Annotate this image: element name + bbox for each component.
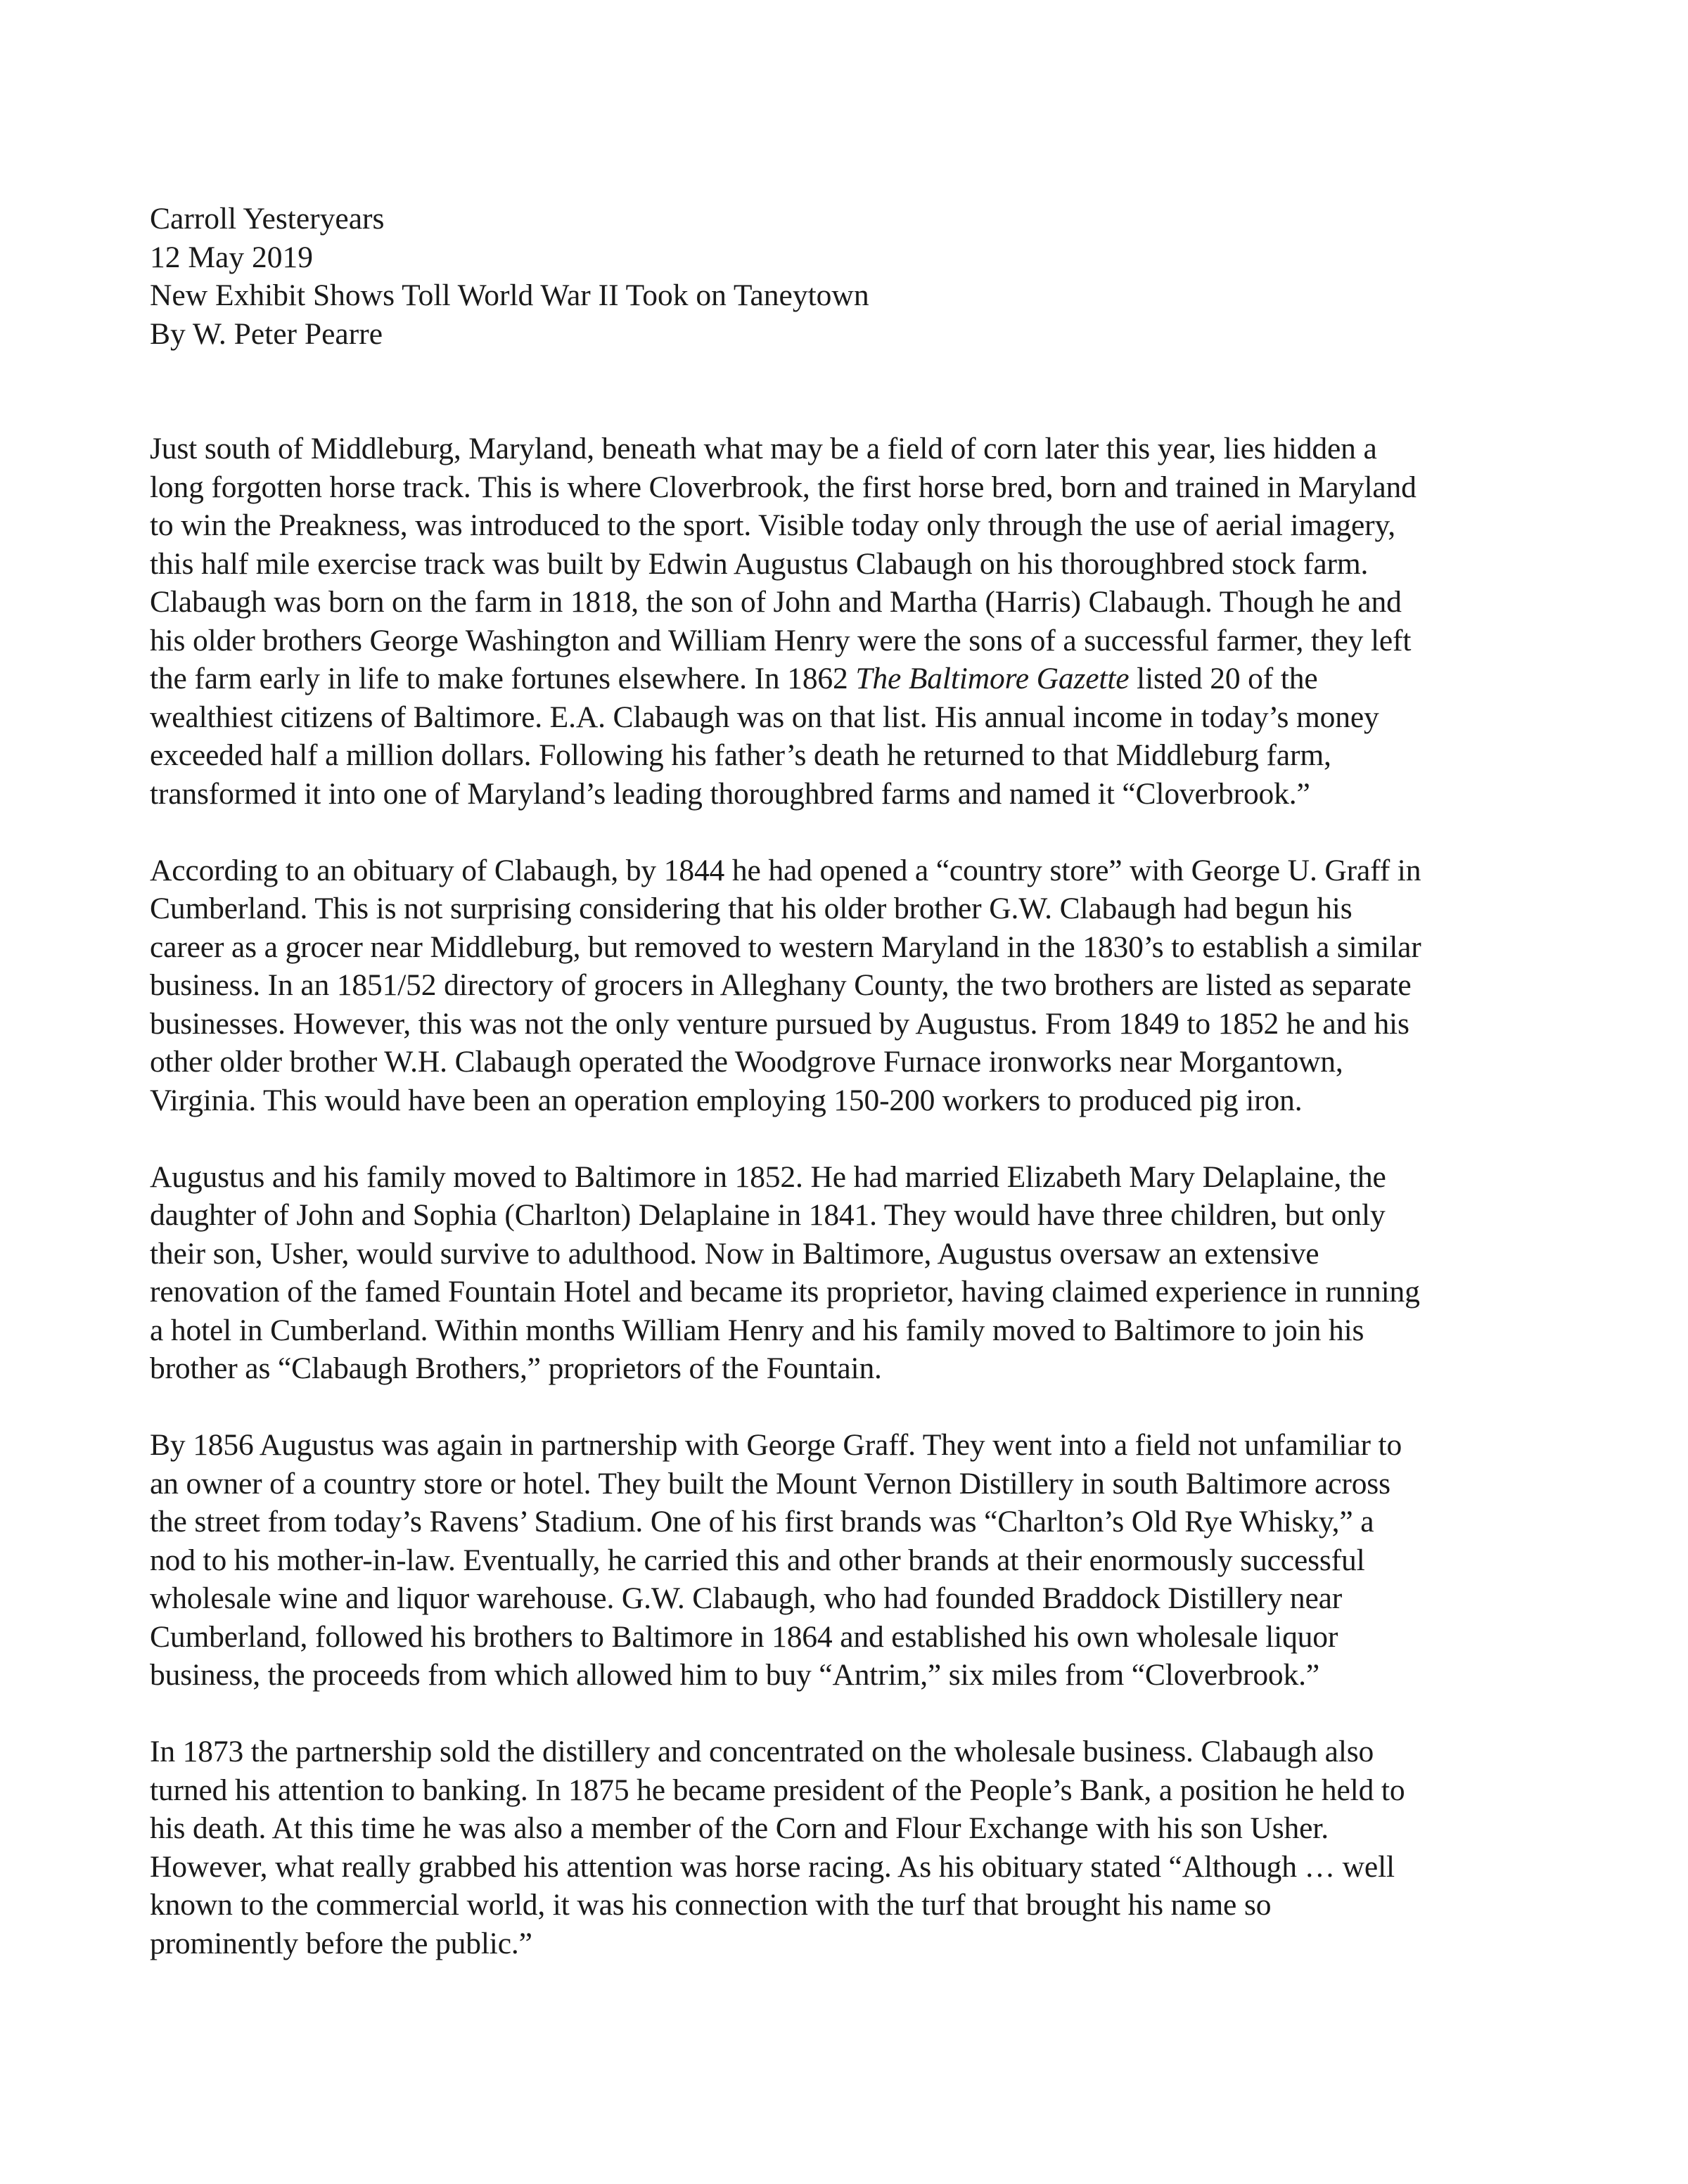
text-line: other older brother W.H. Clabaugh operated the Woodgrove Furnace ironworks near Morgantown, (150, 1045, 1343, 1079)
text-line: Virginia. This would have been an operation employing 150-200 workers to produced pig iron. (150, 1083, 1303, 1117)
article-header (150, 200, 1549, 353)
text-line: Cumberland, followed his brothers to Baltimore in 1864 and established his own wholesale liquor (150, 1619, 1338, 1654)
text-line: daughter of John and Sophia (Charlton) Delaplaine in 1841. They would have three children, but only (150, 1198, 1386, 1232)
text-line: this half mile exercise track was built by Edwin Augustus Clabaugh on his thoroughbred stock farm. (150, 546, 1369, 581)
text-line: an owner of a country store or hotel. They built the Mount Vernon Distillery in south Baltimore across (150, 1466, 1390, 1501)
text-run: the farm early in life to make fortunes elsewhere. In 1862 (150, 662, 856, 695)
text-line: By 1856 Augustus was again in partnership with George Graff. They went into a field not unfamiliar to (150, 1428, 1402, 1462)
text-line: to win the Preakness, was introduced to the sport. Visible today only through the use of aerial imagery, (150, 508, 1395, 542)
text-line: Cumberland. This is not surprising considering that his older brother G.W. Clabaugh had begun his (150, 892, 1353, 925)
text-line: wholesale wine and liquor warehouse. G.W. Clabaugh, who had founded Braddock Distillery near (150, 1581, 1343, 1615)
paragraph-5 (150, 1733, 1549, 1963)
paragraph-3 (150, 1158, 1549, 1388)
byline: By W. Peter Pearre (150, 316, 383, 351)
text-run: listed 20 of the (1129, 662, 1318, 695)
text-line: the street from today’s Ravens’ Stadium. One of his first brands was “Charlton’s Old Rye Whisky,” a (150, 1505, 1374, 1539)
text-line: a hotel in Cumberland. Within months William Henry and his family moved to Baltimore to join his (150, 1313, 1364, 1347)
paragraph-2 (150, 852, 1549, 1120)
text-line: business, the proceeds from which allowed him to buy “Antrim,” six miles from “Cloverbrook.” (150, 1658, 1320, 1692)
document-body (150, 200, 1549, 1963)
text-line: his death. At this time he was also a member of the Corn and Flour Exchange with his son Usher. (150, 1811, 1329, 1845)
text-line: businesses. However, this was not the only venture pursued by Augustus. From 1849 to 1852 he and his (150, 1006, 1409, 1041)
text-line: business. In an 1851/52 directory of grocers in Alleghany County, the two brothers are listed as separate (150, 968, 1412, 1002)
text-line: transformed it into one of Maryland’s leading thoroughbred farms and named it “Cloverbrook.” (150, 776, 1310, 811)
text-line: Augustus and his family moved to Baltimore in 1852. He had married Elizabeth Mary Delaplaine, the (150, 1160, 1386, 1194)
text-line: brother as “Clabaugh Brothers,” proprietors of the Fountain. (150, 1351, 882, 1385)
text-line: In 1873 the partnership sold the distillery and concentrated on the wholesale business. Clabaugh also (150, 1735, 1374, 1768)
text-line: However, what really grabbed his attention was horse racing. As his obituary stated “Although … well (150, 1849, 1395, 1884)
newspaper-title: The Baltimore Gazette (855, 662, 1130, 695)
text-line: Clabaugh was born on the farm in 1818, the son of John and Martha (Harris) Clabaugh. Though he and (150, 585, 1402, 619)
publication-date: 12 May 2019 (150, 240, 313, 274)
text-line: long forgotten horse track. This is where Cloverbrook, the first horse bred, born and trained in Maryland (150, 470, 1417, 504)
paragraph-1 (150, 430, 1549, 813)
column-name: Carroll Yesteryears (150, 202, 385, 236)
paragraph-4 (150, 1426, 1549, 1695)
text-line: turned his attention to banking. In 1875 he became president of the People’s Bank, a position he held to (150, 1773, 1405, 1807)
text-line: his older brothers George Washington and William Henry were the sons of a successful farmer, they left (150, 623, 1412, 657)
text-line: nod to his mother-in-law. Eventually, he carried this and other brands at their enormously successful (150, 1543, 1365, 1577)
text-line: According to an obituary of Clabaugh, by 1844 he had opened a “country store” with George U. Graff in (150, 853, 1421, 887)
text-line-with-italic (150, 660, 1549, 698)
text-line: renovation of the famed Fountain Hotel and became its proprietor, having claimed experience in running (150, 1275, 1420, 1309)
text-line: career as a grocer near Middleburg, but removed to western Maryland in the 1830’s to establish a similar (150, 930, 1421, 964)
text-line: prominently before the public.” (150, 1926, 532, 1960)
text-line: Just south of Middleburg, Maryland, beneath what may be a field of corn later this year, lies hidden a (150, 432, 1377, 465)
text-line: exceeded half a million dollars. Following his father’s death he returned to that Middleburg farm, (150, 738, 1331, 772)
text-line: wealthiest citizens of Baltimore. E.A. Clabaugh was on that list. His annual income in today’s money (150, 700, 1379, 734)
article-title: New Exhibit Shows Toll World War II Took on Taneytown (150, 278, 869, 312)
text-line: known to the commercial world, it was his connection with the turf that brought his name so (150, 1888, 1272, 1922)
text-line: their son, Usher, would survive to adulthood. Now in Baltimore, Augustus oversaw an extensive (150, 1236, 1319, 1271)
